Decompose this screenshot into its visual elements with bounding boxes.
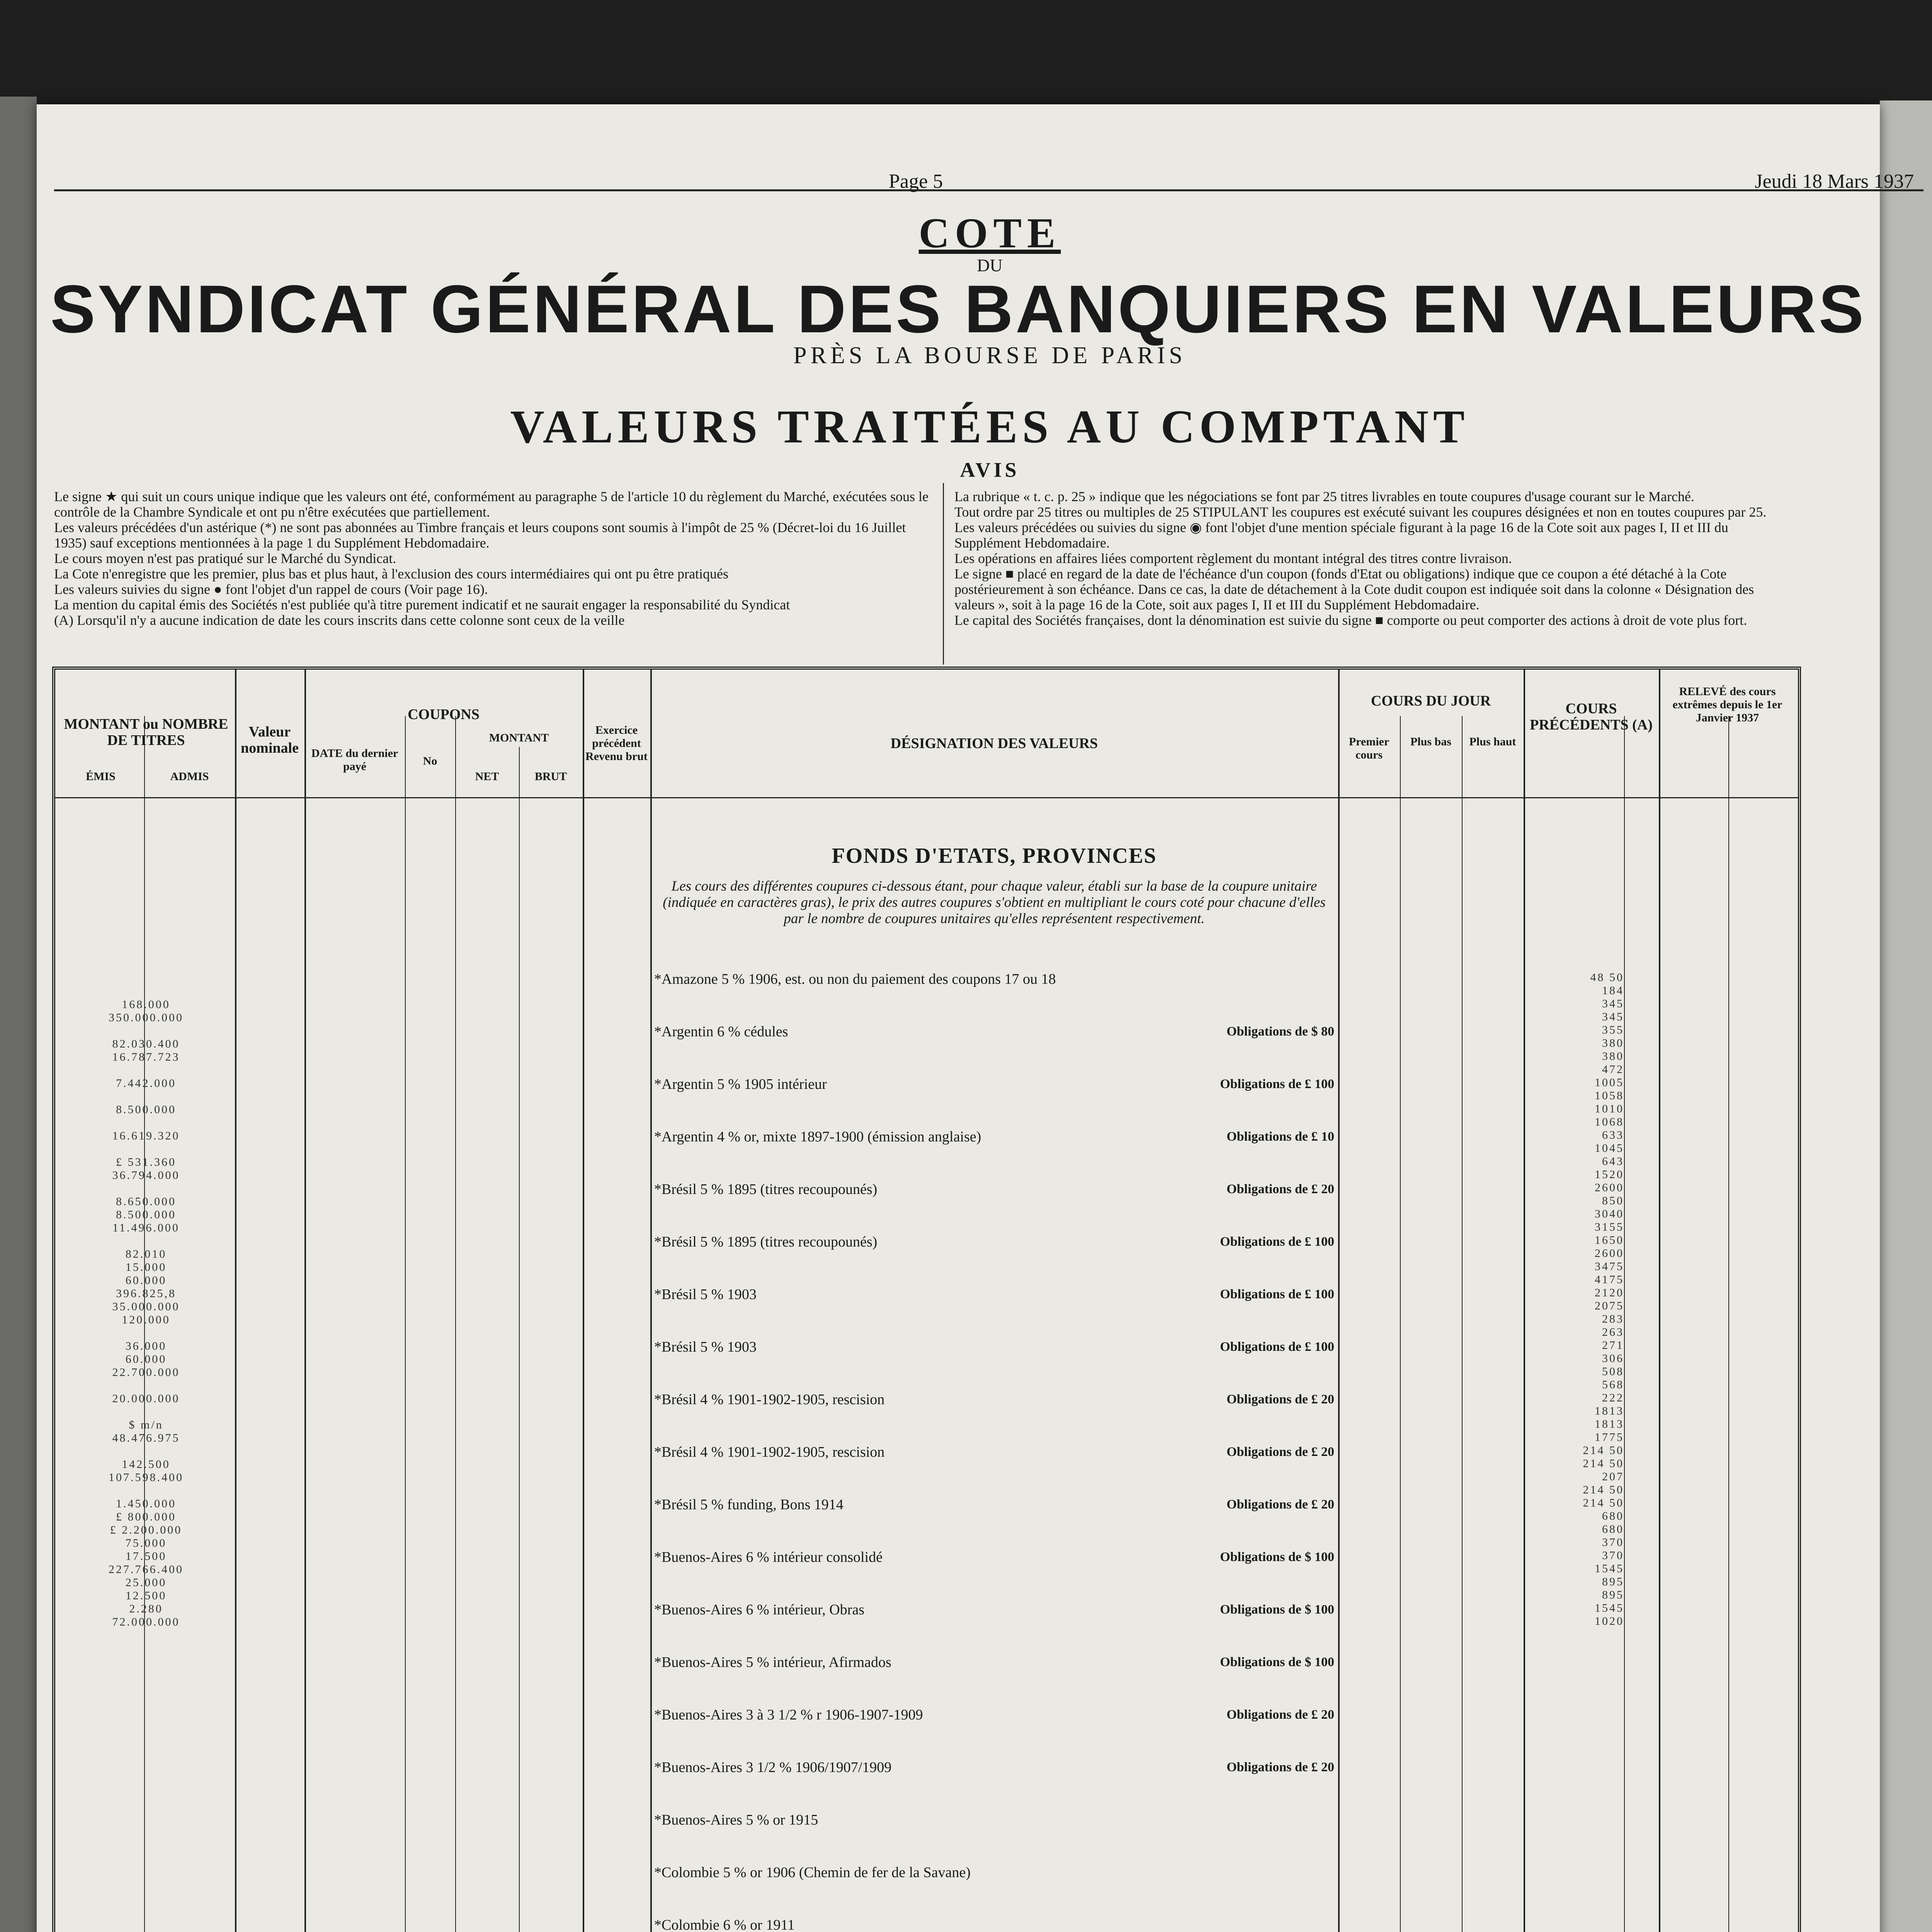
hdr-premier: Premier cours: [1349, 735, 1389, 761]
list-item: Obligations de $ 100 *Buenos-Aires 6 % intérieur, Obras: [654, 1602, 1334, 1618]
hdr-cours-prec: COURS PRÉCÉDENTS (A): [1530, 701, 1653, 733]
avis-heading: AVIS: [960, 458, 1020, 481]
section-title: FONDS D'ETATS, PROVINCES: [832, 844, 1157, 868]
list-item: *Colombie 5 % or 1906 (Chemin de fer de la Savane): [654, 1864, 971, 1881]
hdr-plus-haut: Plus haut: [1469, 735, 1516, 748]
hdr-montant2: MONTANT: [489, 731, 549, 744]
quotes-table: [52, 667, 1801, 1932]
list-item: Obligations de £ 100 *Brésil 5 % 1903: [654, 1339, 1334, 1355]
col-rule: [1400, 716, 1401, 1932]
page-edge-right: [1880, 100, 1932, 1932]
note: Le capital des Sociétés françaises, dont la dénomination est suivie du signe ■ comporte ou peut comporter des actions à droit de vote plus fort.: [954, 612, 1747, 628]
section-note: Les cours des différentes coupures ci-dessous étant, pour chaque valeur, établi sur la base de la coupure unitaire (indiquée en caractères gras), le prix des autres coupures s'obtient en multipliant le cours coté pour chacune d'elles par le nombre de coupures unitaires qu'elles représentent respectivement.: [663, 878, 1326, 927]
list-item: Obligations de £ 100 *Brésil 5 % 1903: [654, 1286, 1334, 1303]
list-item: Obligations de £ 20 *Brésil 5 % 1895 (titres recoupounés): [654, 1181, 1334, 1197]
col-rule: [1524, 670, 1525, 1932]
col-rule: [1624, 716, 1625, 1932]
note: (A) Lorsqu'il n'y a aucune indication de date les cours inscrits dans cette colonne sont ceux de la veille: [54, 612, 625, 628]
note: Les valeurs précédées d'un astérique (*) ne sont pas abonnées au Timbre français et leurs coupons sont soumis à l'impôt de 25 % (Décret-loi du 16 Juillet 1935) sauf exceptions mentionnées à la page 1 du Supplément Hebdomadaire.: [54, 520, 906, 551]
col-rule: [583, 670, 584, 1932]
masthead-title: SYNDICAT GÉNÉRAL DES BANQUIERS EN VALEURS: [50, 272, 1866, 347]
col-rule: [1659, 670, 1660, 1932]
hdr-net: NET: [475, 770, 499, 783]
note: Les valeurs précédées ou suivies du signe ◉ font l'objet d'une mention spéciale figurant à la page 16 de la Cote soit aux pages I, II et III du Supplément Hebdomadaire.: [954, 520, 1728, 551]
top-rule: [54, 189, 1923, 191]
col-rule: [304, 670, 306, 1932]
masthead-du: DU: [977, 255, 1003, 275]
col-rule: [519, 747, 520, 1932]
col-rule: [1338, 670, 1340, 1932]
list-item: *Colombie 6 % or 1911: [654, 1917, 795, 1932]
hdr-date: DATE du dernier payé: [311, 747, 398, 773]
notes-left: [54, 489, 931, 628]
list-item: Obligations de £ 100 *Argentin 5 % 1905 intérieur: [654, 1076, 1334, 1092]
hdr-montant: MONTANT ou NOMBRE DE TITRES: [64, 716, 228, 748]
hdr-valeur: Valeur nominale: [241, 724, 299, 756]
col-rule: [1462, 716, 1463, 1932]
masthead-cote: COTE: [918, 209, 1061, 257]
note: Les opérations en affaires liées comportent règlement du montant intégral des titres contre livraison.: [954, 551, 1512, 566]
list-item: Obligations de £ 100 *Brésil 5 % 1895 (titres recoupounés): [654, 1234, 1334, 1250]
hdr-cours-jour: COURS DU JOUR: [1371, 693, 1491, 709]
list-item: Obligations de $ 100 *Buenos-Aires 5 % intérieur, Afirmados: [654, 1654, 1334, 1670]
hdr-brut: BRUT: [534, 770, 567, 783]
note: La Cote n'enregistre que les premier, plus bas et plus haut, à l'exclusion des cours intermédiaires qui ont pu être pratiqués: [54, 566, 729, 582]
list-item: Obligations de £ 20 *Brésil 5 % funding, Bons 1914: [654, 1497, 1334, 1513]
note: Tout ordre par 25 titres ou multiples de 25 STIPULANT les coupures est exécuté suivant les coupures désignées et non en toutes coupures par 25.: [954, 504, 1767, 520]
note: Le cours moyen n'est pas pratiqué sur le Marché du Syndicat.: [54, 551, 396, 566]
cours-precedents-column: 48 50 184 345 345 355 380 380 472 1005 1058 1010 1068 633 1045 643 1520 2600 850 3040 3155 1650 2600 3475 4175 2120 2075 283 263 271 306 508 568 222 1813 1813 1775 214 50 214 50 207 214 50 214 50 680 680 370 370 1545 895 895 1545 1020: [1583, 971, 1624, 1628]
hdr-emis: ÉMIS: [86, 770, 116, 783]
notes-divider: [943, 483, 944, 665]
col-rule: [1728, 716, 1729, 1932]
note: Le signe ■ placé en regard de la date de l'échéance d'un coupon (fonds d'Etat ou obligations) indique que ce coupon a été détaché à la Cote postérieurement à son échéance. Dans ce cas, la date de détachement à la Cote dudit coupon est indiquée soit dans la colonne « Désignation des valeurs », soit à la page 16 de la Cote, soit aux pages I, II et III du Supplément Hebdomadaire.: [954, 566, 1754, 612]
list-item: *Buenos-Aires 5 % or 1915: [654, 1812, 818, 1828]
hdr-releve: RELEVÉ des cours extrêmes depuis le 1er Janvier 1937: [1672, 685, 1782, 724]
emis-column: 168.000 350.000.000 82.030.400 16.787.723 7.442.000 8.500.000 16.619.320 £ 531.360 36.794.000 8.650.000 8.500.000 11.496.000 82.010 15.000 60.000 396.825,8 35.000.000 120.000 36.000 60.000 22.700.000 20.000.000 $ m/n 48.476.975 142.500 107.598.400 1.450.000 £ 800.000 £ 2.200.000 75.000 17.500 227.766.400 25.000 12.500 2.280 72.000.000: [109, 998, 184, 1628]
designation-list: [654, 971, 1334, 1932]
col-rule: [650, 670, 652, 1932]
list-item: Obligations de £ 20 *Brésil 4 % 1901-1902-1905, rescision: [654, 1391, 1334, 1408]
list-item: Obligations de £ 10 *Argentin 4 % or, mixte 1897-1900 (émission anglaise): [654, 1129, 1334, 1145]
issue-date: Jeudi 18 Mars 1937: [1755, 170, 1914, 192]
list-item: Obligations de $ 100 *Buenos-Aires 6 % intérieur consolidé: [654, 1549, 1334, 1565]
hdr-coupons: COUPONS: [408, 706, 480, 723]
hdr-admis: ADMIS: [170, 770, 209, 783]
hdr-designation: DÉSIGNATION DES VALEURS: [890, 735, 1098, 752]
header-rule: [55, 797, 1798, 798]
list-item: Obligations de £ 20 *Brésil 4 % 1901-1902-1905, rescision: [654, 1444, 1334, 1460]
notes-right: [954, 489, 1793, 628]
col-rule: [235, 670, 236, 1932]
hdr-no: No: [423, 755, 437, 767]
list-item: Obligations de $ 80 *Argentin 6 % cédules: [654, 1024, 1334, 1040]
note: Le signe ★ qui suit un cours unique indique que les valeurs ont été, conformément au paragraphe 5 de l'article 10 du règlement du Marché, exécutées sous le contrôle de la Chambre Syndicale et ont pu n'être exécutées que partiellement.: [54, 489, 929, 520]
section-heading: VALEURS TRAITÉES AU COMPTANT: [510, 401, 1469, 453]
note: La mention du capital émis des Sociétés n'est publiée qu'à titre purement indicatif et ne saurait engager la responsabilité du Syndicat: [54, 597, 790, 612]
col-rule: [455, 716, 456, 1932]
note: La rubrique « t. c. p. 25 » indique que les négociations se font par 25 titres livrables en toute coupures d'usage courant sur le Marché.: [954, 489, 1694, 504]
page-number: Page 5: [889, 170, 943, 192]
note: Les valeurs suivies du signe ● font l'objet d'un rappel de cours (Voir page 16).: [54, 582, 488, 597]
hdr-exercice: Exercice précédent Revenu brut: [585, 724, 648, 763]
page-edge-left: [0, 97, 37, 1932]
hdr-plus-bas: Plus bas: [1410, 735, 1451, 748]
list-item: Obligations de £ 20 *Buenos-Aires 3 1/2 % 1906/1907/1909: [654, 1759, 1334, 1776]
masthead-subtitle: PRÈS LA BOURSE DE PARIS: [793, 342, 1186, 369]
list-item: Obligations de £ 20 *Buenos-Aires 3 à 3 1/2 % r 1906-1907-1909: [654, 1707, 1334, 1723]
col-rule: [405, 716, 406, 1932]
list-item: *Amazone 5 % 1906, est. ou non du paiement des coupons 17 ou 18: [654, 971, 1056, 987]
